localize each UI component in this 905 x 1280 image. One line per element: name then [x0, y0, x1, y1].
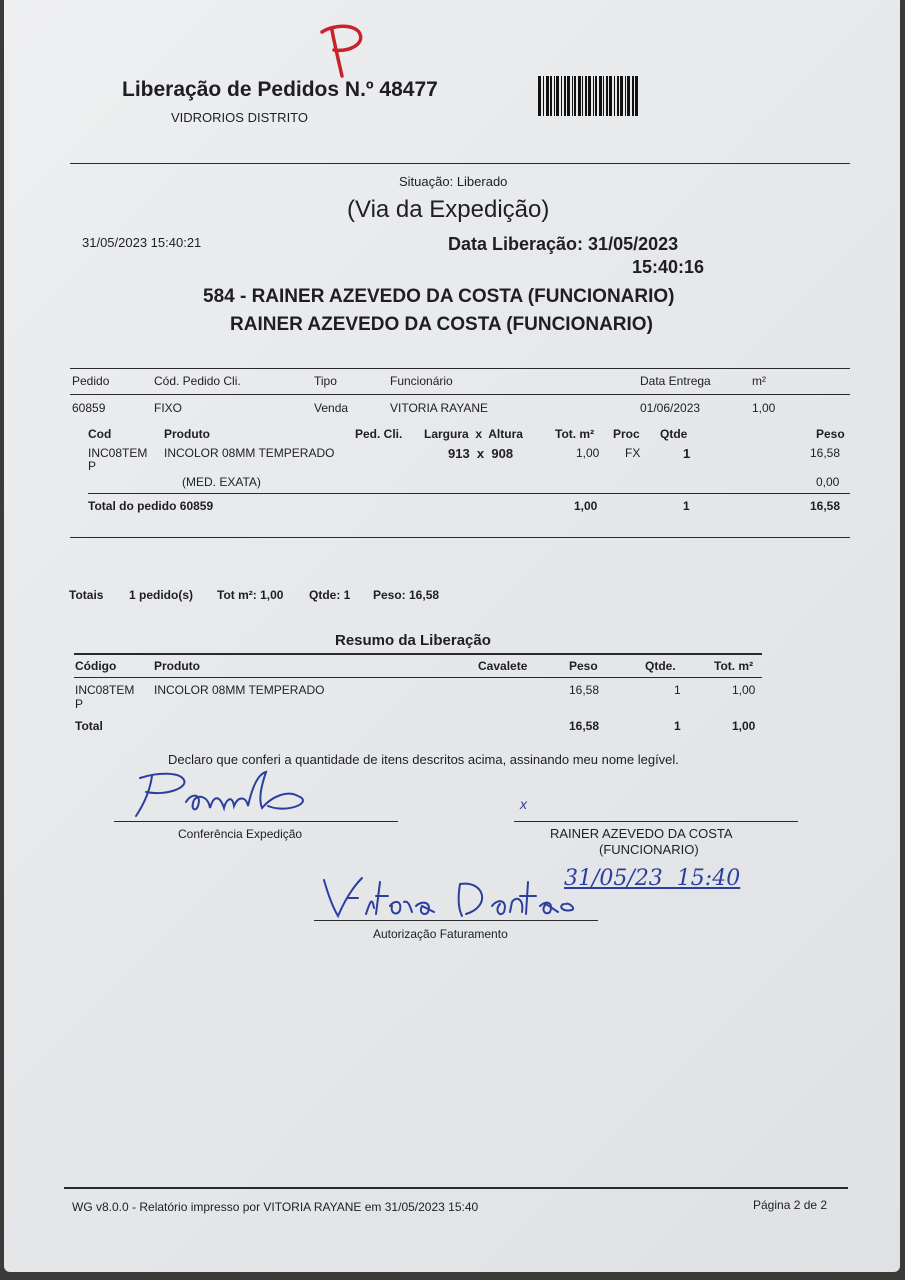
summary-peso: 16,58	[569, 683, 600, 697]
item-dimensions: 913 x 908	[448, 446, 514, 461]
item-note-peso: 0,00	[816, 475, 840, 489]
signature-label-client-role: (FUNCIONARIO)	[599, 842, 699, 857]
item-proc: FX	[625, 446, 641, 460]
summary-total-label: Total	[75, 719, 103, 733]
summary-header-codigo: Código	[75, 659, 117, 673]
divider	[70, 368, 850, 369]
order-data-entrega: 01/06/2023	[640, 401, 701, 415]
summary-header-qtde: Qtde.	[645, 659, 676, 673]
document-page	[4, 0, 900, 1272]
item-tot-m2: 1,00	[576, 446, 600, 460]
status-text: Situação: Liberado	[399, 174, 508, 189]
order-total-m2: 1,00	[574, 499, 598, 513]
item-note: (MED. EXATA)	[182, 475, 261, 489]
order-cod-cli: FIXO	[154, 401, 183, 415]
item-cod-cont: P	[88, 459, 97, 473]
release-date: Data Liberação: 31/05/2023	[448, 234, 679, 254]
summary-header-tot-m2: Tot. m²	[714, 659, 754, 673]
item-header-qtde: Qtde	[660, 427, 688, 441]
signature-label-faturamento: Autorização Faturamento	[373, 927, 508, 941]
client-line-1: 584 - RAINER AZEVEDO DA COSTA (FUNCIONARIO)	[203, 286, 675, 307]
item-header-largura-altura: Largura x Altura	[424, 427, 523, 441]
summary-total-m2: 1,00	[732, 719, 756, 733]
order-total-qtde: 1	[683, 499, 690, 513]
divider	[70, 394, 850, 395]
item-peso: 16,58	[810, 446, 841, 460]
order-funcionario: VITORIA RAYANE	[390, 401, 489, 415]
summary-cod: INC08TEM	[75, 683, 135, 697]
col-header-funcionario: Funcionário	[390, 374, 453, 388]
handwritten-p-mark	[304, 22, 374, 82]
order-m2: 1,00	[752, 401, 776, 415]
summary-tot-m2: 1,00	[732, 683, 756, 697]
totals-peso: Peso: 16,58	[373, 588, 440, 602]
divider	[74, 653, 762, 655]
client-line-2: RAINER AZEVEDO DA COSTA (FUNCIONARIO)	[230, 314, 653, 335]
signature-line	[314, 920, 598, 921]
declaration-text: Declaro que conferi a quantidade de itens descritos acima, assinando meu nome legível.	[168, 752, 679, 767]
item-header-ped-cli: Ped. Cli.	[355, 427, 403, 441]
col-header-pedido: Pedido	[72, 374, 110, 388]
col-header-data-entrega: Data Entrega	[640, 374, 711, 388]
summary-cod-cont: P	[75, 697, 84, 711]
signature-line	[514, 821, 798, 822]
handwritten-date: 31/05/23 15:40	[564, 866, 741, 891]
print-timestamp: 31/05/2023 15:40:21	[82, 235, 202, 250]
signature-mark-x: x	[520, 796, 527, 812]
order-pedido: 60859	[72, 401, 106, 415]
summary-header-cavalete: Cavalete	[478, 659, 528, 673]
summary-header-peso: Peso	[569, 659, 598, 673]
summary-total-qtde: 1	[674, 719, 681, 733]
company-name: VIDRORIOS DISTRITO	[171, 110, 308, 125]
order-tipo: Venda	[314, 401, 349, 415]
divider	[70, 163, 850, 164]
release-time: 15:40:16	[632, 257, 705, 277]
totals-pedidos: 1 pedido(s)	[129, 588, 194, 602]
barcode	[538, 76, 675, 116]
item-produto: INCOLOR 08MM TEMPERADO	[164, 446, 335, 460]
item-header-peso: Peso	[816, 427, 845, 441]
copy-label: (Via da Expedição)	[347, 196, 550, 223]
footer-printed-by: WG v8.0.0 - Relatório impresso por VITORIA RAYANE em 31/05/2023 15:40	[72, 1200, 479, 1214]
item-qtde: 1	[683, 446, 691, 461]
col-header-m2: m²	[752, 374, 766, 388]
totals-label: Totais	[69, 588, 104, 602]
signature-faturamento	[314, 866, 584, 922]
signature-label-client: RAINER AZEVEDO DA COSTA	[550, 826, 733, 841]
divider	[70, 537, 850, 538]
item-header-proc: Proc	[613, 427, 640, 441]
footer-page-number: Página 2 de 2	[753, 1198, 828, 1212]
item-header-cod: Cod	[88, 427, 112, 441]
divider	[88, 493, 850, 494]
signature-label-expedicao: Conferência Expedição	[178, 827, 303, 841]
divider	[74, 677, 762, 678]
summary-title: Resumo da Liberação	[335, 632, 491, 649]
footer-divider	[64, 1187, 848, 1189]
summary-header-produto: Produto	[154, 659, 200, 673]
totals-m2: Tot m²: 1,00	[217, 588, 284, 602]
col-header-cod-cli: Cód. Pedido Cli.	[154, 374, 241, 388]
order-total-label: Total do pedido 60859	[88, 499, 214, 513]
signature-line	[114, 821, 398, 822]
summary-produto: INCOLOR 08MM TEMPERADO	[154, 683, 325, 697]
signature-expedicao	[128, 766, 338, 826]
document-title: Liberação de Pedidos N.º 48477	[122, 78, 438, 101]
totals-qtde: Qtde: 1	[309, 588, 351, 602]
item-cod: INC08TEM	[88, 446, 148, 460]
item-header-produto: Produto	[164, 427, 210, 441]
summary-total-peso: 16,58	[569, 719, 600, 733]
item-header-tot-m2: Tot. m²	[555, 427, 595, 441]
col-header-tipo: Tipo	[314, 374, 337, 388]
summary-qtde: 1	[674, 683, 681, 697]
order-total-peso: 16,58	[810, 499, 841, 513]
